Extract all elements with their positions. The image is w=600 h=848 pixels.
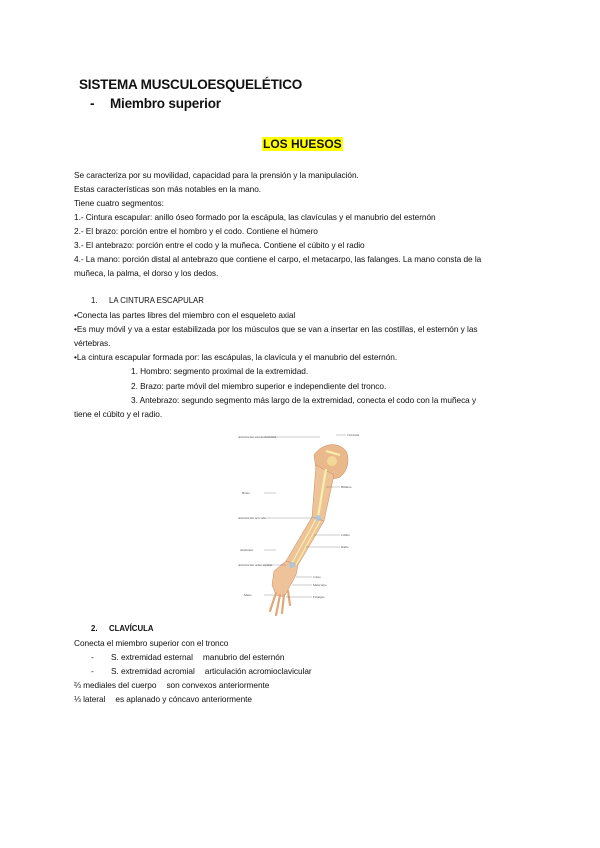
section-heading-highlighted: LOS HUESOS: [263, 137, 342, 151]
intro-line: 3.- El antebrazo: porción entre el codo y la muñeca. Contiene el cúbito y el radio: [74, 240, 365, 250]
figure-label: Carpo: [313, 575, 321, 579]
section-1-line: vértebras.: [74, 338, 111, 348]
document-subtitle: Miembro superior: [110, 96, 221, 111]
figure-label: Brazo: [242, 491, 250, 495]
dash-marker: -: [91, 652, 94, 662]
intro-line: 1.- Cintura escapular: anillo óseo formado por la escápula, las clavículas y el manubrio del esternón: [74, 212, 436, 222]
figure-label: Antebrazo: [240, 548, 254, 552]
section-1-sub-continuation: tiene el cúbito y el radio.: [74, 409, 163, 419]
figure-label: Falanges: [313, 595, 325, 599]
section-1-line: •Es muy móvil y va a estar estabilizada por los músculos que se van a insertar en las costillas, el esternón y las: [74, 324, 478, 334]
figure-label: Articulación del codo: [238, 516, 266, 520]
section-2-title: CLAVÍCULA: [109, 624, 154, 633]
intro-line: muñeca, la palma, el dorso y los dedos.: [74, 268, 219, 278]
upper-limb-skeleton-figure: [236, 425, 368, 620]
dash-item-desc: articulación acromioclavicular: [204, 666, 312, 676]
figure-label: Articulación radiocarpiana: [238, 563, 273, 567]
dash-item-name: S. extremidad esternal: [111, 652, 193, 662]
section-1-title: LA CINTURA ESCAPULAR: [109, 296, 204, 305]
subtitle-dash: -: [90, 96, 95, 111]
section-2-dash-item: [91, 666, 312, 676]
intro-line: Se caracteriza por su movilidad, capacidad para la prensión y la manipulación.: [74, 170, 359, 180]
elbow-joint: [315, 515, 321, 521]
dash-marker: -: [91, 666, 94, 676]
section-2-line: Conecta el miembro superior con el tronco: [74, 638, 229, 648]
tail-desc: es aplanado y cóncavo anteriormente: [115, 694, 252, 704]
figure-label: Metacarpo: [313, 583, 327, 587]
section-1-sub-item: 1. Hombro: segmento proximal de la extremidad.: [131, 366, 309, 376]
section-1-line: •La cintura escapular formada por: las escápulas, la clavícula y el manubrio del esternón.: [74, 352, 398, 362]
figure-label: Cúbito: [341, 533, 350, 537]
section-1-number: 1.: [91, 296, 98, 305]
shoulder-joint: [327, 456, 337, 466]
tail-desc: son convexos anteriormente: [166, 680, 270, 690]
section-2-tail-line: [74, 694, 252, 704]
dash-item-desc: manubrio del esternón: [202, 652, 285, 662]
section-1-sub-item: 2. Brazo: parte móvil del miembro superior e independiente del tronco.: [131, 381, 387, 391]
tail-name: ⅔ mediales del cuerpo: [74, 680, 157, 690]
dash-item-name: S. extremidad acromial: [111, 666, 195, 676]
tail-name: ⅓ lateral: [74, 694, 106, 704]
section-1-line: •Conecta las partes libres del miembro con el esqueleto axial: [74, 310, 296, 320]
section-1-heading: [91, 296, 204, 305]
figure-label: Mano: [244, 593, 252, 597]
figure-label: Húmero: [341, 485, 352, 489]
figure-label: Articulación esternoclavicular: [238, 435, 277, 439]
intro-line: Estas características son más notables en la mano.: [74, 184, 262, 194]
section-2-tail-line: [74, 680, 269, 690]
intro-line: 4.- La mano: porción distal al antebrazo que contiene el carpo, el metacarpo, las falanges. La mano consta de la: [74, 254, 482, 264]
document-subtitle-row: [90, 96, 221, 111]
section-2-number: 2.: [91, 624, 98, 633]
section-2-heading: [91, 624, 153, 633]
section-2-dash-item: [91, 652, 284, 662]
intro-line: Tiene cuatro segmentos:: [74, 198, 164, 208]
intro-line: 2.- El brazo: porción entre el hombro y el codo. Contiene el húmero: [74, 226, 318, 236]
wrist-joint: [289, 562, 295, 568]
upper-limb-illustration: [236, 425, 368, 620]
figure-label: Clavícula: [347, 433, 360, 437]
figure-label: Radio: [341, 545, 349, 549]
section-1-sub-item: 3. Antebrazo: segundo segmento más largo de la extremidad, conecta el codo con la muñeca y: [131, 395, 477, 405]
document-title: SISTEMA MUSCULOESQUELÉTICO: [79, 77, 303, 92]
